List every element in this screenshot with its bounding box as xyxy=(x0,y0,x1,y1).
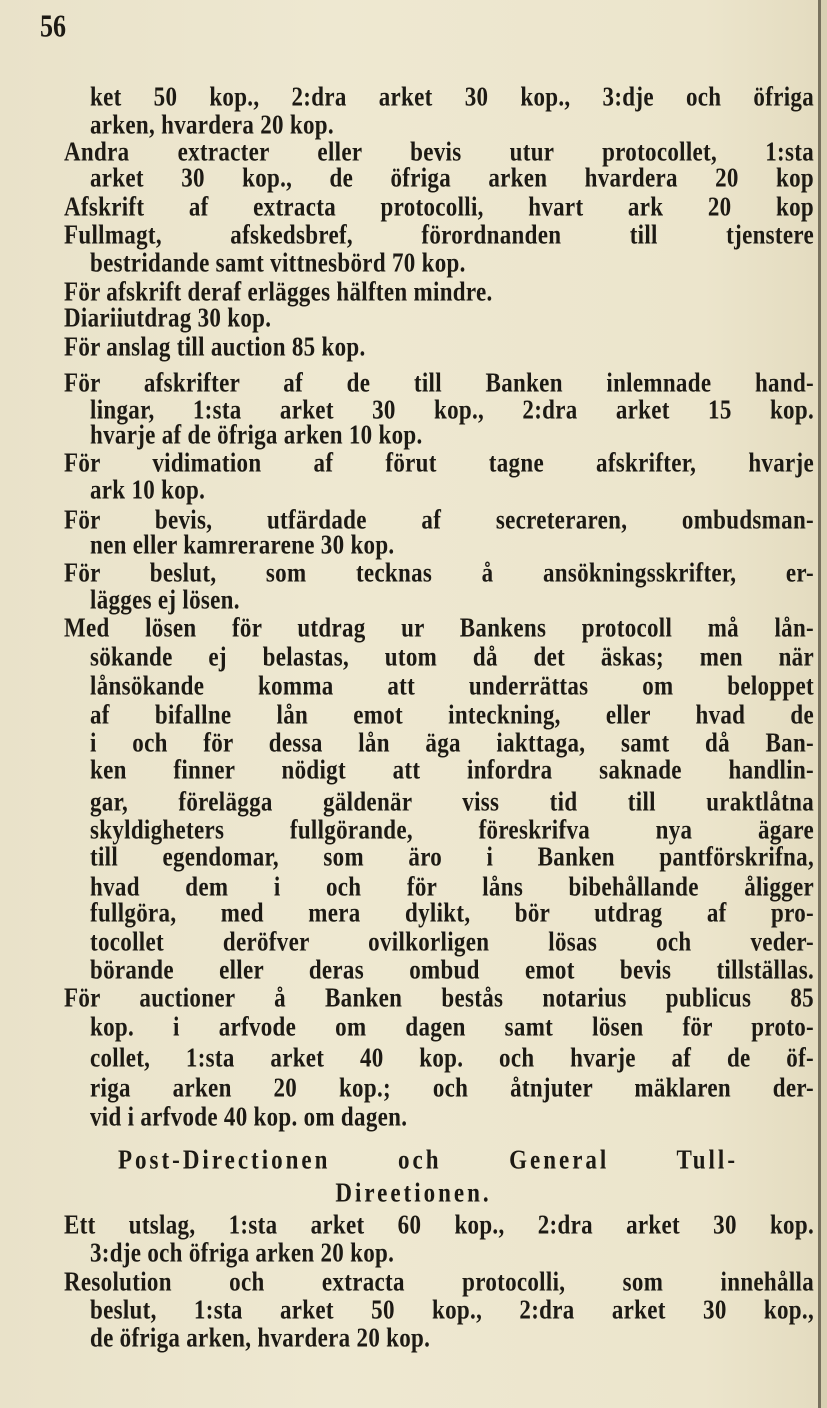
page-number: 56 xyxy=(40,9,66,44)
entry-line: För bevis, utfärdade af secreteraren, ombudsman- xyxy=(64,504,814,535)
section-heading: Post-Directionen och General Tull- xyxy=(118,1144,738,1175)
text-line: bestridande samt vittnesbörd 70 kop. xyxy=(90,247,466,278)
entry-line: Fullmagt, afskedsbref, förordnanden till tjenstere xyxy=(64,219,814,250)
text-line: lingar, 1:sta arket 30 kop., 2:dra arket 15 kop. xyxy=(90,394,814,425)
text-line: arken, hvardera 20 kop. xyxy=(90,109,334,140)
text-line: 3:dje och öfriga arken 20 kop. xyxy=(90,1237,395,1268)
entry-line: För afskrifter af de till Banken inlemnade hand- xyxy=(64,367,814,398)
text-line: af bifallne lån emot inteckning, eller hvad de xyxy=(90,699,814,730)
text-line: sökande ej belastas, utom då det äskas; men när xyxy=(90,641,814,672)
entry-line: Andra extracter eller bevis utur protocollet, 1:sta xyxy=(64,136,814,167)
section-heading-continued: Direetionen. xyxy=(335,1177,492,1208)
entry-line: Med lösen för utdrag ur Bankens protocoll må lån- xyxy=(64,612,814,643)
entry-line: Diariiutdrag 30 kop. xyxy=(64,302,272,333)
text-line: skyldigheters fullgörande, föreskrifva nya ägare xyxy=(90,814,814,845)
text-line: riga arken 20 kop.; och åtnjuter mäklaren der- xyxy=(90,1072,814,1103)
text-line: beslut, 1:sta arket 50 kop., 2:dra arket 30 kop., xyxy=(90,1294,814,1325)
entry-line: Ett utslag, 1:sta arket 60 kop., 2:dra arket 30 kop. xyxy=(64,1209,814,1240)
text-line: vid i arfvode 40 kop. om dagen. xyxy=(90,1101,408,1132)
text-line: ken finner nödigt att infordra saknade handlin- xyxy=(90,754,814,785)
text-line: ark 10 kop. xyxy=(90,474,206,505)
text-line: hvad dem i och för låns bibehållande åligger xyxy=(90,871,814,902)
entry-line: Afskrift af extracta protocolli, hvart ark 20 kop xyxy=(64,191,814,222)
text-line: kop. i arfvode om dagen samt lösen för proto- xyxy=(90,1011,814,1042)
text-line: collet, 1:sta arket 40 kop. och hvarje af de öf- xyxy=(90,1042,814,1073)
entry-line: För vidimation af förut tagne afskrifter, hvarje xyxy=(64,447,814,478)
text-line: nen eller kamrerarene 30 kop. xyxy=(90,529,395,560)
text-line: tocollet deröfver ovilkorligen lösas och veder- xyxy=(90,926,814,957)
text-line: börande eller deras ombud emot bevis tillställas. xyxy=(90,954,814,985)
entry-line: För auctioner å Banken bestås notarius publicus 85 xyxy=(64,982,814,1013)
text-line: fullgöra, med mera dylikt, bör utdrag af pro- xyxy=(90,897,814,928)
text-line: arket 30 kop., de öfriga arken hvardera 20 kop xyxy=(90,162,814,193)
entry-line: För beslut, som tecknas å ansökningsskrifter, er- xyxy=(64,557,814,588)
text-line: de öfriga arken, hvardera 20 kop. xyxy=(90,1322,431,1353)
text-line: ket 50 kop., 2:dra arket 30 kop., 3:dje och öfriga xyxy=(90,81,814,112)
entry-line: För anslag till auction 85 kop. xyxy=(64,331,366,362)
text-line: lånsökande komma att underrättas om beloppet xyxy=(90,670,814,701)
entry-line: För afskrift deraf erlägges hälften mindre. xyxy=(64,276,493,307)
text-line: hvarje af de öfriga arken 10 kop. xyxy=(90,419,423,450)
text-line: till egendomar, som äro i Banken pantförskrifna, xyxy=(90,841,814,872)
text-line: lägges ej lösen. xyxy=(90,584,240,615)
entry-line: Resolution och extracta protocolli, som innehålla xyxy=(64,1266,814,1297)
text-line: i och för dessa lån äga iakttaga, samt då Ban- xyxy=(90,727,814,758)
text-line: gar, förelägga gäldenär viss tid till uraktlåtna xyxy=(90,786,814,817)
